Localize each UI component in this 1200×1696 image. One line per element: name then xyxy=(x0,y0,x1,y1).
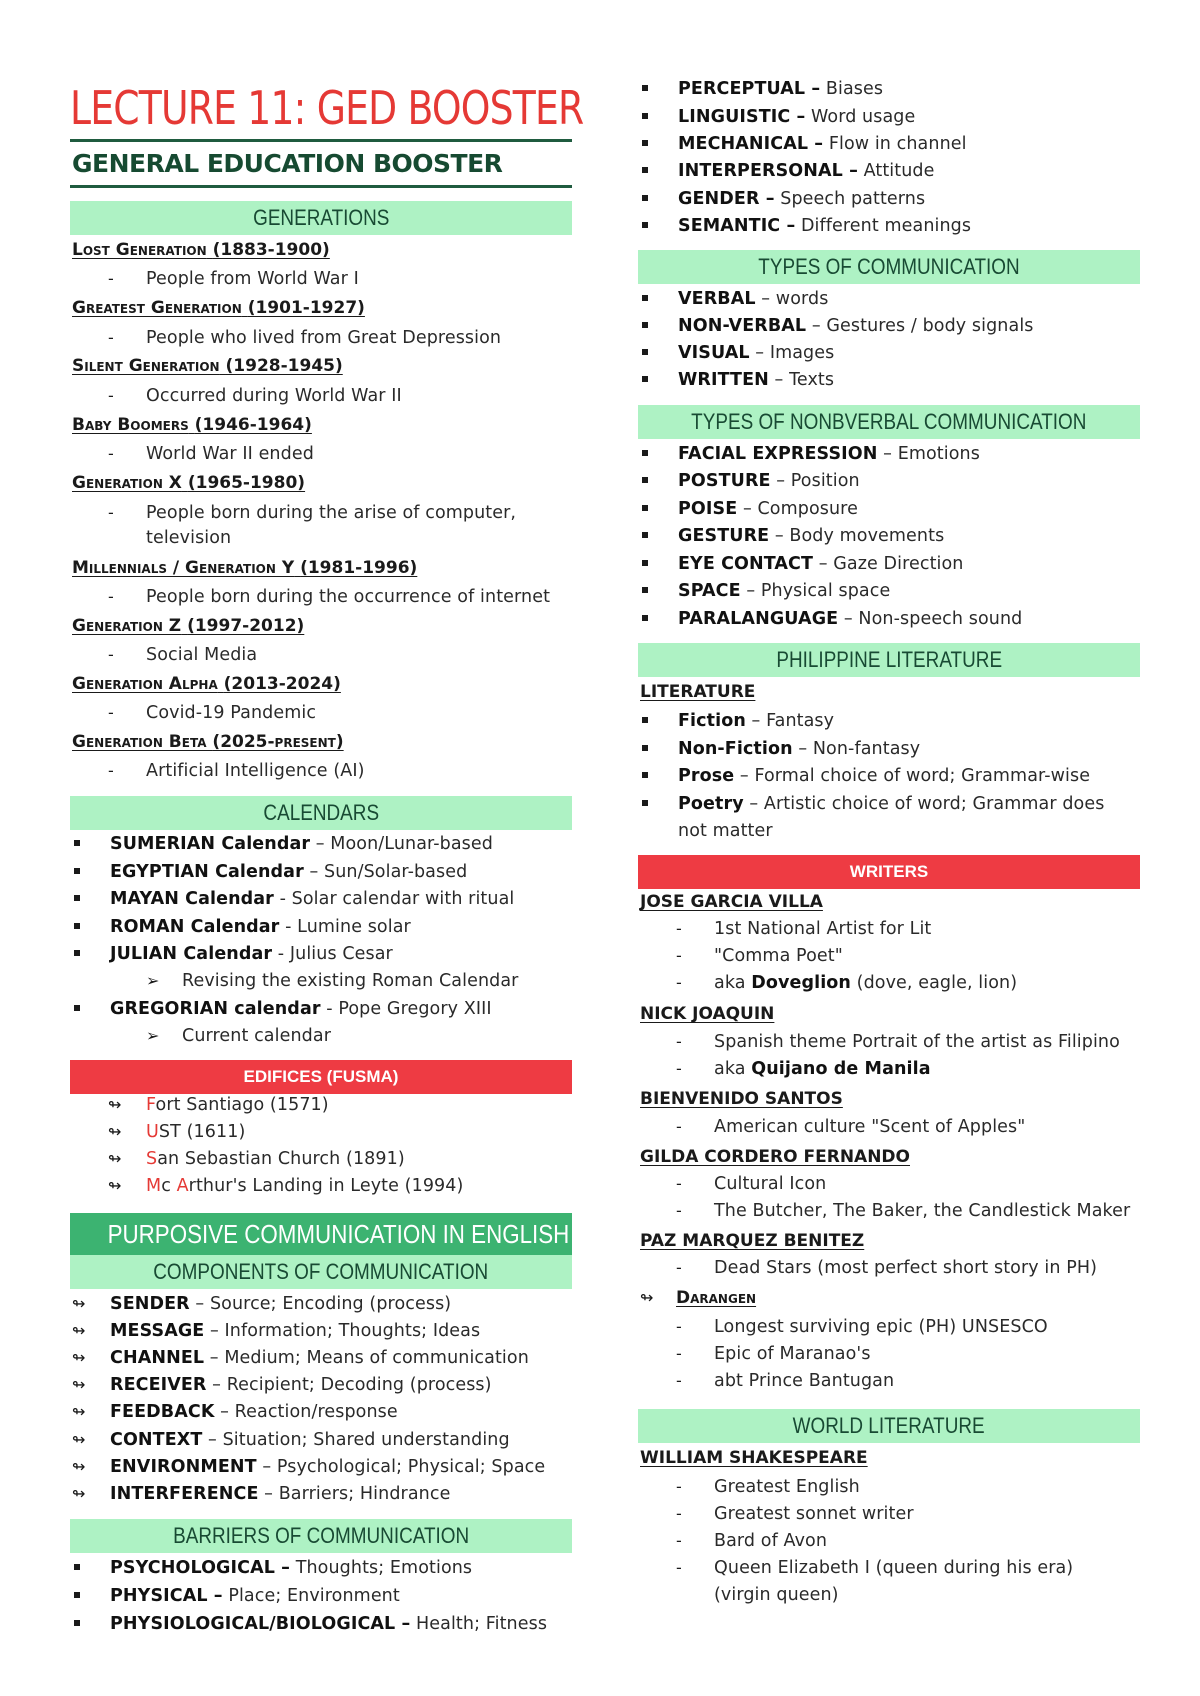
calendars-header: CALENDARS xyxy=(70,796,572,830)
literature-item: Non-Fiction – Non-fantasy xyxy=(678,739,921,759)
calendar-item: SUMERIAN Calendar – Moon/Lunar-based xyxy=(110,834,493,854)
epic-name: Darangen xyxy=(676,1288,757,1308)
edifice-item: Fort Santiago (1571) xyxy=(146,1095,329,1115)
calendar-subnote: Current calendar xyxy=(182,1026,331,1046)
nonverbal-item: PARALANGUAGE – Non-speech sound xyxy=(678,609,1023,629)
square-bullet xyxy=(642,295,648,301)
barrier-item: GENDER – Speech patterns xyxy=(678,189,926,209)
component-item: ENVIRONMENT – Psychological; Physical; Space xyxy=(110,1457,546,1477)
writer-name: GILDA CORDERO FERNANDO xyxy=(640,1147,910,1167)
writer-note: Greatest English xyxy=(714,1477,860,1497)
barrier-item: PHYSICAL – Place; Environment xyxy=(110,1586,400,1606)
calendar-item: JULIAN Calendar - Julius Cesar xyxy=(110,944,393,964)
barrier-item: MECHANICAL – Flow in channel xyxy=(678,134,967,154)
generation-heading: Baby Boomers (1946-1964) xyxy=(72,415,312,435)
writer-note: "Comma Poet" xyxy=(714,946,843,966)
barrier-item: PHYSIOLOGICAL/BIOLOGICAL – Health; Fitness xyxy=(110,1614,548,1634)
square-bullet xyxy=(642,505,648,511)
dash-bullet: - xyxy=(108,503,114,522)
edifice-item: San Sebastian Church (1891) xyxy=(146,1149,405,1169)
square-bullet xyxy=(74,868,80,874)
component-item: RECEIVER – Recipient; Decoding (process) xyxy=(110,1375,492,1395)
literature-item: Poetry – Artistic choice of word; Grammar does xyxy=(678,794,1105,814)
writer-note: The Butcher, The Baker, the Candlestick Maker xyxy=(714,1201,1131,1221)
writer-name: NICK JOAQUIN xyxy=(640,1004,775,1024)
calendar-item: GREGORIAN calendar - Pope Gregory XIII xyxy=(110,999,492,1019)
hook-arrow-icon: ↬ xyxy=(640,1288,654,1307)
writer-note: Epic of Maranao's xyxy=(714,1344,871,1364)
dash-bullet: - xyxy=(676,1477,682,1496)
generation-note: Covid-19 Pandemic xyxy=(146,703,317,723)
dash-bullet: - xyxy=(676,1201,682,1220)
dash-bullet: - xyxy=(676,1371,682,1390)
dash-bullet: - xyxy=(108,587,114,606)
dash-bullet: - xyxy=(676,1174,682,1193)
generation-note: People from World War I xyxy=(146,269,359,289)
components-header: COMPONENTS OF COMMUNICATION xyxy=(70,1255,572,1289)
type-item: VERBAL – words xyxy=(678,289,829,309)
square-bullet xyxy=(642,772,648,778)
edifices-header: EDIFICES (FUSMA) xyxy=(70,1060,572,1094)
literature-item: Prose – Formal choice of word; Grammar-wise xyxy=(678,766,1091,786)
dash-bullet: - xyxy=(676,1117,682,1136)
nonverbal-item: SPACE – Physical space xyxy=(678,581,891,601)
writer-note: (virgin queen) xyxy=(714,1585,839,1605)
dash-bullet: - xyxy=(108,703,114,722)
square-bullet xyxy=(642,615,648,621)
generation-heading: Greatest Generation (1901-1927) xyxy=(72,298,365,318)
nonverbal-item: POISE – Composure xyxy=(678,499,858,519)
square-bullet xyxy=(74,840,80,846)
dash-bullet: - xyxy=(676,973,682,992)
dash-bullet: - xyxy=(108,761,114,780)
writer-note: aka Doveglion (dove, eagle, lion) xyxy=(714,973,1018,993)
square-bullet xyxy=(642,450,648,456)
writer-note: American culture "Scent of Apples" xyxy=(714,1117,1026,1137)
component-item: FEEDBACK – Reaction/response xyxy=(110,1402,398,1422)
writer-name: WILLIAM SHAKESPEARE xyxy=(640,1448,868,1468)
dash-bullet: - xyxy=(676,946,682,965)
generation-heading: Millennials / Generation Y (1981-1996) xyxy=(72,558,418,578)
writer-note: Bard of Avon xyxy=(714,1531,828,1551)
dash-bullet: - xyxy=(108,444,114,463)
dash-bullet: - xyxy=(108,386,114,405)
hook-arrow-icon: ↬ xyxy=(72,1294,86,1313)
writer-note: Cultural Icon xyxy=(714,1174,827,1194)
writer-note: 1st National Artist for Lit xyxy=(714,919,932,939)
generation-note: television xyxy=(146,528,232,548)
generation-note: People born during the occurrence of internet xyxy=(146,587,551,607)
literature-item: Fiction – Fantasy xyxy=(678,711,835,731)
nonverbal-header: TYPES OF NONBVERBAL COMMUNICATION xyxy=(638,405,1140,439)
square-bullet xyxy=(642,745,648,751)
hook-arrow-icon: ↬ xyxy=(72,1375,86,1394)
writer-note: Dead Stars (most perfect short story in PH) xyxy=(714,1258,1098,1278)
generation-note: Artificial Intelligence (AI) xyxy=(146,761,365,781)
calendar-item: MAYAN Calendar - Solar calendar with ritual xyxy=(110,889,515,909)
square-bullet xyxy=(74,1005,80,1011)
generation-note: Occurred during World War II xyxy=(146,386,402,406)
nonverbal-item: EYE CONTACT – Gaze Direction xyxy=(678,554,964,574)
dash-bullet: - xyxy=(108,328,114,347)
square-bullet xyxy=(642,85,648,91)
hook-arrow-icon: ↬ xyxy=(72,1348,86,1367)
writer-note: Spanish theme Portrait of the artist as Filipino xyxy=(714,1032,1120,1052)
dash-bullet: - xyxy=(108,645,114,664)
generation-heading: Silent Generation (1928-1945) xyxy=(72,356,343,376)
square-bullet xyxy=(74,950,80,956)
barrier-item: INTERPERSONAL – Attitude xyxy=(678,161,935,181)
square-bullet xyxy=(642,195,648,201)
literature-item-continued: not matter xyxy=(678,821,773,841)
type-item: WRITTEN – Texts xyxy=(678,370,835,390)
generation-note: World War II ended xyxy=(146,444,314,464)
nonverbal-item: POSTURE – Position xyxy=(678,471,860,491)
component-item: CONTEXT – Situation; Shared understanding xyxy=(110,1430,510,1450)
square-bullet xyxy=(642,800,648,806)
hook-arrow-icon: ↬ xyxy=(72,1402,86,1421)
world-literature-header: WORLD LITERATURE xyxy=(638,1409,1140,1443)
philippine-literature-header: PHILIPPINE LITERATURE xyxy=(638,643,1140,677)
hook-arrow-icon: ↬ xyxy=(108,1149,122,1168)
type-item: NON-VERBAL – Gestures / body signals xyxy=(678,316,1034,336)
generation-heading: Lost Generation (1883-1900) xyxy=(72,240,330,260)
page-subtitle: GENERAL EDUCATION BOOSTER xyxy=(70,139,572,188)
writer-name: BIENVENIDO SANTOS xyxy=(640,1089,843,1109)
square-bullet xyxy=(74,923,80,929)
writers-header: WRITERS xyxy=(638,855,1140,889)
calendar-subnote: Revising the existing Roman Calendar xyxy=(182,971,519,991)
generation-note: Social Media xyxy=(146,645,258,665)
writer-name: JOSE GARCIA VILLA xyxy=(640,892,823,912)
barrier-item: PSYCHOLOGICAL – Thoughts; Emotions xyxy=(110,1558,473,1578)
square-bullet xyxy=(74,1620,80,1626)
square-bullet xyxy=(642,140,648,146)
square-bullet xyxy=(642,587,648,593)
component-item: CHANNEL – Medium; Means of communication xyxy=(110,1348,529,1368)
writer-note: Greatest sonnet writer xyxy=(714,1504,914,1524)
types-of-communication-header: TYPES OF COMMUNICATION xyxy=(638,250,1140,284)
dash-bullet: - xyxy=(676,1344,682,1363)
dash-bullet: - xyxy=(676,1317,682,1336)
square-bullet xyxy=(74,1564,80,1570)
barrier-item: PERCEPTUAL – Biases xyxy=(678,79,884,99)
dash-bullet: - xyxy=(108,269,114,288)
square-bullet xyxy=(642,167,648,173)
generations-header: GENERATIONS xyxy=(70,201,572,235)
writer-name: PAZ MARQUEZ BENITEZ xyxy=(640,1231,865,1251)
nonverbal-item: GESTURE – Body movements xyxy=(678,526,945,546)
square-bullet xyxy=(642,717,648,723)
writer-note: Longest surviving epic (PH) UNSESCO xyxy=(714,1317,1048,1337)
square-bullet xyxy=(642,477,648,483)
hook-arrow-icon: ↬ xyxy=(108,1122,122,1141)
square-bullet xyxy=(642,113,648,119)
edifice-item: Mc Arthur's Landing in Leyte (1994) xyxy=(146,1176,464,1196)
hook-arrow-icon: ↬ xyxy=(72,1430,86,1449)
square-bullet xyxy=(642,349,648,355)
arrow-bullet-icon: ➢ xyxy=(146,1026,160,1045)
component-item: INTERFERENCE – Barriers; Hindrance xyxy=(110,1484,451,1504)
dash-bullet: - xyxy=(676,1032,682,1051)
purposive-communication-header: PURPOSIVE COMMUNICATION IN ENGLISH xyxy=(70,1213,572,1255)
dash-bullet: - xyxy=(676,1059,682,1078)
hook-arrow-icon: ↬ xyxy=(108,1095,122,1114)
literature-label: LITERATURE xyxy=(640,682,756,702)
dash-bullet: - xyxy=(676,1558,682,1577)
dash-bullet: - xyxy=(676,1531,682,1550)
square-bullet xyxy=(74,895,80,901)
writer-note: aka Quijano de Manila xyxy=(714,1059,931,1079)
calendar-item: ROMAN Calendar - Lumine solar xyxy=(110,917,411,937)
arrow-bullet-icon: ➢ xyxy=(146,971,160,990)
component-item: SENDER – Source; Encoding (process) xyxy=(110,1294,452,1314)
writer-note: Queen Elizabeth I (queen during his era) xyxy=(714,1558,1074,1578)
square-bullet xyxy=(642,560,648,566)
dash-bullet: - xyxy=(676,1258,682,1277)
hook-arrow-icon: ↬ xyxy=(72,1321,86,1340)
nonverbal-item: FACIAL EXPRESSION – Emotions xyxy=(678,444,980,464)
page-title: LECTURE 11: GED BOOSTER xyxy=(70,81,584,135)
barriers-header: BARRIERS OF COMMUNICATION xyxy=(70,1519,572,1553)
generation-heading: Generation Z (1997-2012) xyxy=(72,616,305,636)
writer-note: abt Prince Bantugan xyxy=(714,1371,895,1391)
dash-bullet: - xyxy=(676,919,682,938)
generation-heading: Generation Alpha (2013-2024) xyxy=(72,674,341,694)
generation-note: People who lived from Great Depression xyxy=(146,328,502,348)
hook-arrow-icon: ↬ xyxy=(108,1176,122,1195)
square-bullet xyxy=(642,322,648,328)
square-bullet xyxy=(642,376,648,382)
hook-arrow-icon: ↬ xyxy=(72,1457,86,1476)
component-item: MESSAGE – Information; Thoughts; Ideas xyxy=(110,1321,481,1341)
barrier-item: SEMANTIC – Different meanings xyxy=(678,216,972,236)
barrier-item: LINGUISTIC – Word usage xyxy=(678,107,916,127)
generation-heading: Generation X (1965-1980) xyxy=(72,473,306,493)
calendar-item: EGYPTIAN Calendar – Sun/Solar-based xyxy=(110,862,468,882)
dash-bullet: - xyxy=(676,1504,682,1523)
generation-note: People born during the arise of computer, xyxy=(146,503,517,523)
hook-arrow-icon: ↬ xyxy=(72,1484,86,1503)
type-item: VISUAL – Images xyxy=(678,343,835,363)
edifice-item: UST (1611) xyxy=(146,1122,246,1142)
square-bullet xyxy=(74,1592,80,1598)
square-bullet xyxy=(642,222,648,228)
generation-heading: Generation Beta (2025-present) xyxy=(72,732,344,752)
square-bullet xyxy=(642,532,648,538)
